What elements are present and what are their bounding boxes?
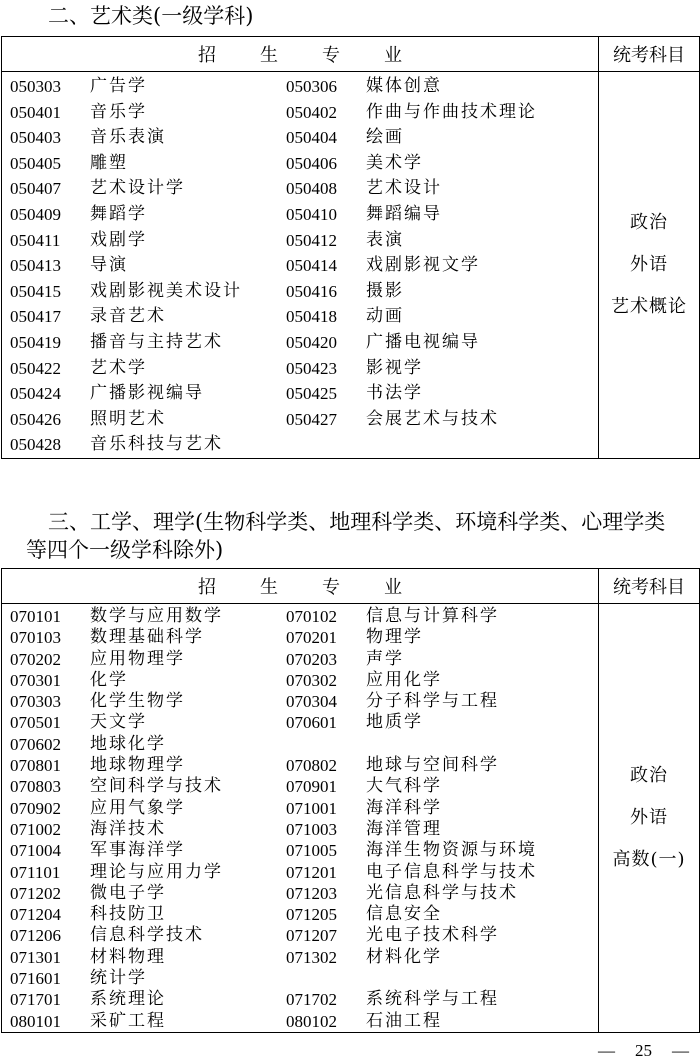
major-name: 照明艺术 (90, 408, 166, 429)
major-name: 动画 (366, 306, 404, 327)
exam-subjects (599, 604, 700, 1033)
major-name: 大气科学 (366, 776, 442, 797)
major-code: 070101 (10, 607, 61, 626)
section-title: 三、工学、理学(生物科学类、地理科学类、环境科学类、心理学类等四个一级学科除外) (26, 510, 666, 562)
major-code: 050424 (10, 384, 61, 404)
major-code: 071101 (10, 862, 61, 882)
subject-item: 政治 (630, 211, 668, 233)
major-code: 070901 (286, 777, 337, 797)
major-name: 应用化学 (366, 669, 442, 690)
major-code: 071002 (10, 819, 61, 839)
major-code: 071003 (286, 819, 337, 839)
major-name: 军事海洋学 (90, 840, 185, 861)
major-code: 071005 (286, 841, 337, 861)
majors-table (1, 568, 700, 1033)
major-code: 050416 (286, 281, 337, 301)
major-code: 070303 (10, 692, 61, 712)
table-row (10, 176, 598, 202)
major-code: 070202 (10, 649, 61, 669)
major-name: 采矿工程 (90, 1010, 166, 1031)
major-code: 050403 (10, 128, 61, 148)
majors-list (2, 604, 599, 1033)
major-name: 数理基础科学 (90, 627, 204, 648)
major-code: 070103 (10, 628, 61, 648)
table-row (10, 755, 598, 776)
table-row (10, 151, 598, 177)
major-code: 070601 (286, 713, 337, 733)
major-name: 会展艺术与技术 (366, 408, 499, 429)
major-code: 071004 (10, 841, 61, 861)
major-code: 071001 (286, 798, 337, 818)
major-code: 050412 (286, 230, 337, 250)
major-code: 050426 (10, 409, 61, 429)
major-code: 050414 (286, 256, 337, 276)
major-code: 071701 (10, 990, 61, 1010)
major-name: 地质学 (366, 712, 423, 733)
major-code: 050406 (286, 153, 337, 173)
major-name: 音乐表演 (90, 127, 166, 148)
table-row (10, 1011, 598, 1032)
major-name: 微电子学 (90, 882, 166, 903)
major-code: 050423 (286, 358, 337, 378)
major-name: 艺术学 (90, 357, 147, 378)
major-name: 应用物理学 (90, 648, 185, 669)
subject-item: 外语 (630, 806, 668, 828)
major-code: 050402 (286, 102, 337, 122)
table-row (10, 670, 598, 691)
major-code: 050303 (10, 77, 61, 96)
header-majors: 招 生 专 业 (2, 37, 599, 72)
major-name: 戏剧影视文学 (366, 255, 480, 276)
major-code: 071202 (10, 883, 61, 903)
table-row (10, 798, 598, 819)
exam-subjects (599, 72, 700, 459)
major-code: 071302 (286, 947, 337, 967)
table-row (10, 74, 598, 100)
major-name: 电子信息科学与技术 (366, 861, 537, 882)
table-row (10, 989, 598, 1010)
major-code: 071206 (10, 926, 61, 946)
subject-item: 外语 (630, 253, 668, 275)
major-name: 材料化学 (366, 946, 442, 967)
major-name: 书法学 (366, 383, 423, 404)
major-name: 海洋科学 (366, 797, 442, 818)
major-code: 071203 (286, 883, 337, 903)
major-code: 050408 (286, 179, 337, 199)
major-name: 雕塑 (90, 152, 128, 173)
table-row (10, 253, 598, 279)
header-subjects: 统考科目 (599, 37, 700, 72)
major-name: 海洋生物资源与环境 (366, 840, 537, 861)
major-code: 050427 (286, 409, 337, 429)
major-name: 地球与空间科学 (366, 755, 499, 776)
major-name: 艺术设计学 (90, 178, 185, 199)
major-code: 070902 (10, 798, 61, 818)
major-name: 系统科学与工程 (366, 989, 499, 1010)
table-row (10, 381, 598, 407)
major-name: 地球化学 (90, 733, 166, 754)
major-name: 空间科学与技术 (90, 776, 223, 797)
major-name: 海洋管理 (366, 818, 442, 839)
major-code: 050401 (10, 102, 61, 122)
major-code: 050419 (10, 332, 61, 352)
major-code: 050413 (10, 256, 61, 276)
major-code: 050418 (286, 307, 337, 327)
major-code: 071601 (10, 969, 61, 989)
major-name: 系统理论 (90, 989, 166, 1010)
table-row (10, 356, 598, 382)
major-name: 表演 (366, 229, 404, 250)
table-row (10, 100, 598, 126)
major-name: 石油工程 (366, 1010, 442, 1031)
major-name: 化学生物学 (90, 691, 185, 712)
table-row (10, 228, 598, 254)
table-row (10, 862, 598, 883)
major-code: 050420 (286, 332, 337, 352)
table-row (10, 627, 598, 648)
major-code: 080101 (10, 1011, 61, 1031)
table-row (10, 279, 598, 305)
major-name: 科技防卫 (90, 904, 166, 925)
major-code: 050404 (286, 128, 337, 148)
table-row (10, 407, 598, 433)
table-row (10, 968, 598, 989)
table-row (10, 304, 598, 330)
major-name: 材料物理 (90, 946, 166, 967)
table-row (10, 125, 598, 151)
major-code: 070602 (10, 734, 61, 754)
major-code: 070102 (286, 607, 337, 626)
table-row (10, 840, 598, 861)
major-code: 050407 (10, 179, 61, 199)
major-name: 艺术设计 (366, 178, 442, 199)
major-name: 地球物理学 (90, 755, 185, 776)
major-name: 音乐科技与艺术 (90, 434, 223, 455)
major-name: 媒体创意 (366, 76, 442, 96)
major-code: 070501 (10, 713, 61, 733)
major-name: 广播电视编导 (366, 331, 480, 352)
major-name: 影视学 (366, 357, 423, 378)
major-code: 070802 (286, 756, 337, 776)
major-name: 信息安全 (366, 904, 442, 925)
major-name: 天文学 (90, 712, 147, 733)
table-row (10, 734, 598, 755)
major-code: 071702 (286, 990, 337, 1010)
major-code: 070201 (286, 628, 337, 648)
table-row (10, 776, 598, 797)
major-name: 录音艺术 (90, 306, 166, 327)
table-row (10, 691, 598, 712)
major-code: 070302 (286, 670, 337, 690)
subject-item: 艺术概论 (611, 295, 687, 317)
major-code: 080102 (286, 1011, 337, 1031)
major-name: 声学 (366, 648, 404, 669)
subject-item: 政治 (630, 764, 668, 786)
table-row (10, 819, 598, 840)
major-name: 摄影 (366, 280, 404, 301)
major-name: 数学与应用数学 (90, 606, 223, 626)
major-code: 050415 (10, 281, 61, 301)
header-subjects: 统考科目 (599, 569, 700, 604)
major-code: 071207 (286, 926, 337, 946)
table-row (10, 330, 598, 356)
major-name: 分子科学与工程 (366, 691, 499, 712)
major-code: 071204 (10, 905, 61, 925)
major-code: 071201 (286, 862, 337, 882)
major-name: 广告学 (90, 76, 147, 96)
table-row (10, 606, 598, 627)
majors-table (1, 36, 700, 459)
major-code: 050417 (10, 307, 61, 327)
major-name: 海洋技术 (90, 818, 166, 839)
major-code: 070803 (10, 777, 61, 797)
major-name: 广播影视编导 (90, 383, 204, 404)
major-name: 播音与主持艺术 (90, 331, 223, 352)
major-code: 050410 (286, 204, 337, 224)
major-name: 化学 (90, 669, 128, 690)
major-name: 导演 (90, 255, 128, 276)
major-name: 戏剧学 (90, 229, 147, 250)
page-number: — 25 — (598, 1041, 689, 1060)
major-name: 戏剧影视美术设计 (90, 280, 242, 301)
major-name: 信息科学技术 (90, 925, 204, 946)
major-code: 050405 (10, 153, 61, 173)
major-code: 050425 (286, 384, 337, 404)
header-majors: 招 生 专 业 (2, 569, 599, 604)
major-name: 音乐学 (90, 101, 147, 122)
table-row (10, 649, 598, 670)
major-name: 作曲与作曲技术理论 (366, 101, 537, 122)
major-code: 070203 (286, 649, 337, 669)
major-name: 物理学 (366, 627, 423, 648)
table-row (10, 904, 598, 925)
major-code: 070801 (10, 756, 61, 776)
table-row (10, 712, 598, 733)
major-code: 050411 (10, 230, 61, 250)
major-name: 理论与应用力学 (90, 861, 223, 882)
table-row (10, 947, 598, 968)
major-code: 071205 (286, 905, 337, 925)
major-name: 舞蹈学 (90, 203, 147, 224)
major-name: 统计学 (90, 968, 147, 989)
subject-item: 高数(一) (612, 848, 686, 870)
major-code: 071301 (10, 947, 61, 967)
major-code: 050428 (10, 435, 61, 455)
major-code: 050422 (10, 358, 61, 378)
major-code: 070304 (286, 692, 337, 712)
table-row (10, 925, 598, 946)
major-name: 绘画 (366, 127, 404, 148)
major-code: 050306 (286, 77, 337, 96)
major-code: 070301 (10, 670, 61, 690)
table-row (10, 883, 598, 904)
table-row (10, 432, 598, 458)
major-name: 舞蹈编导 (366, 203, 442, 224)
major-name: 美术学 (366, 152, 423, 173)
majors-list (2, 72, 599, 459)
table-row (10, 202, 598, 228)
major-name: 光电子技术科学 (366, 925, 499, 946)
major-name: 信息与计算科学 (366, 606, 499, 626)
major-name: 应用气象学 (90, 797, 185, 818)
major-name: 光信息科学与技术 (366, 882, 518, 903)
section-title: 二、艺术类(一级学科) (48, 4, 254, 28)
major-code: 050409 (10, 204, 61, 224)
